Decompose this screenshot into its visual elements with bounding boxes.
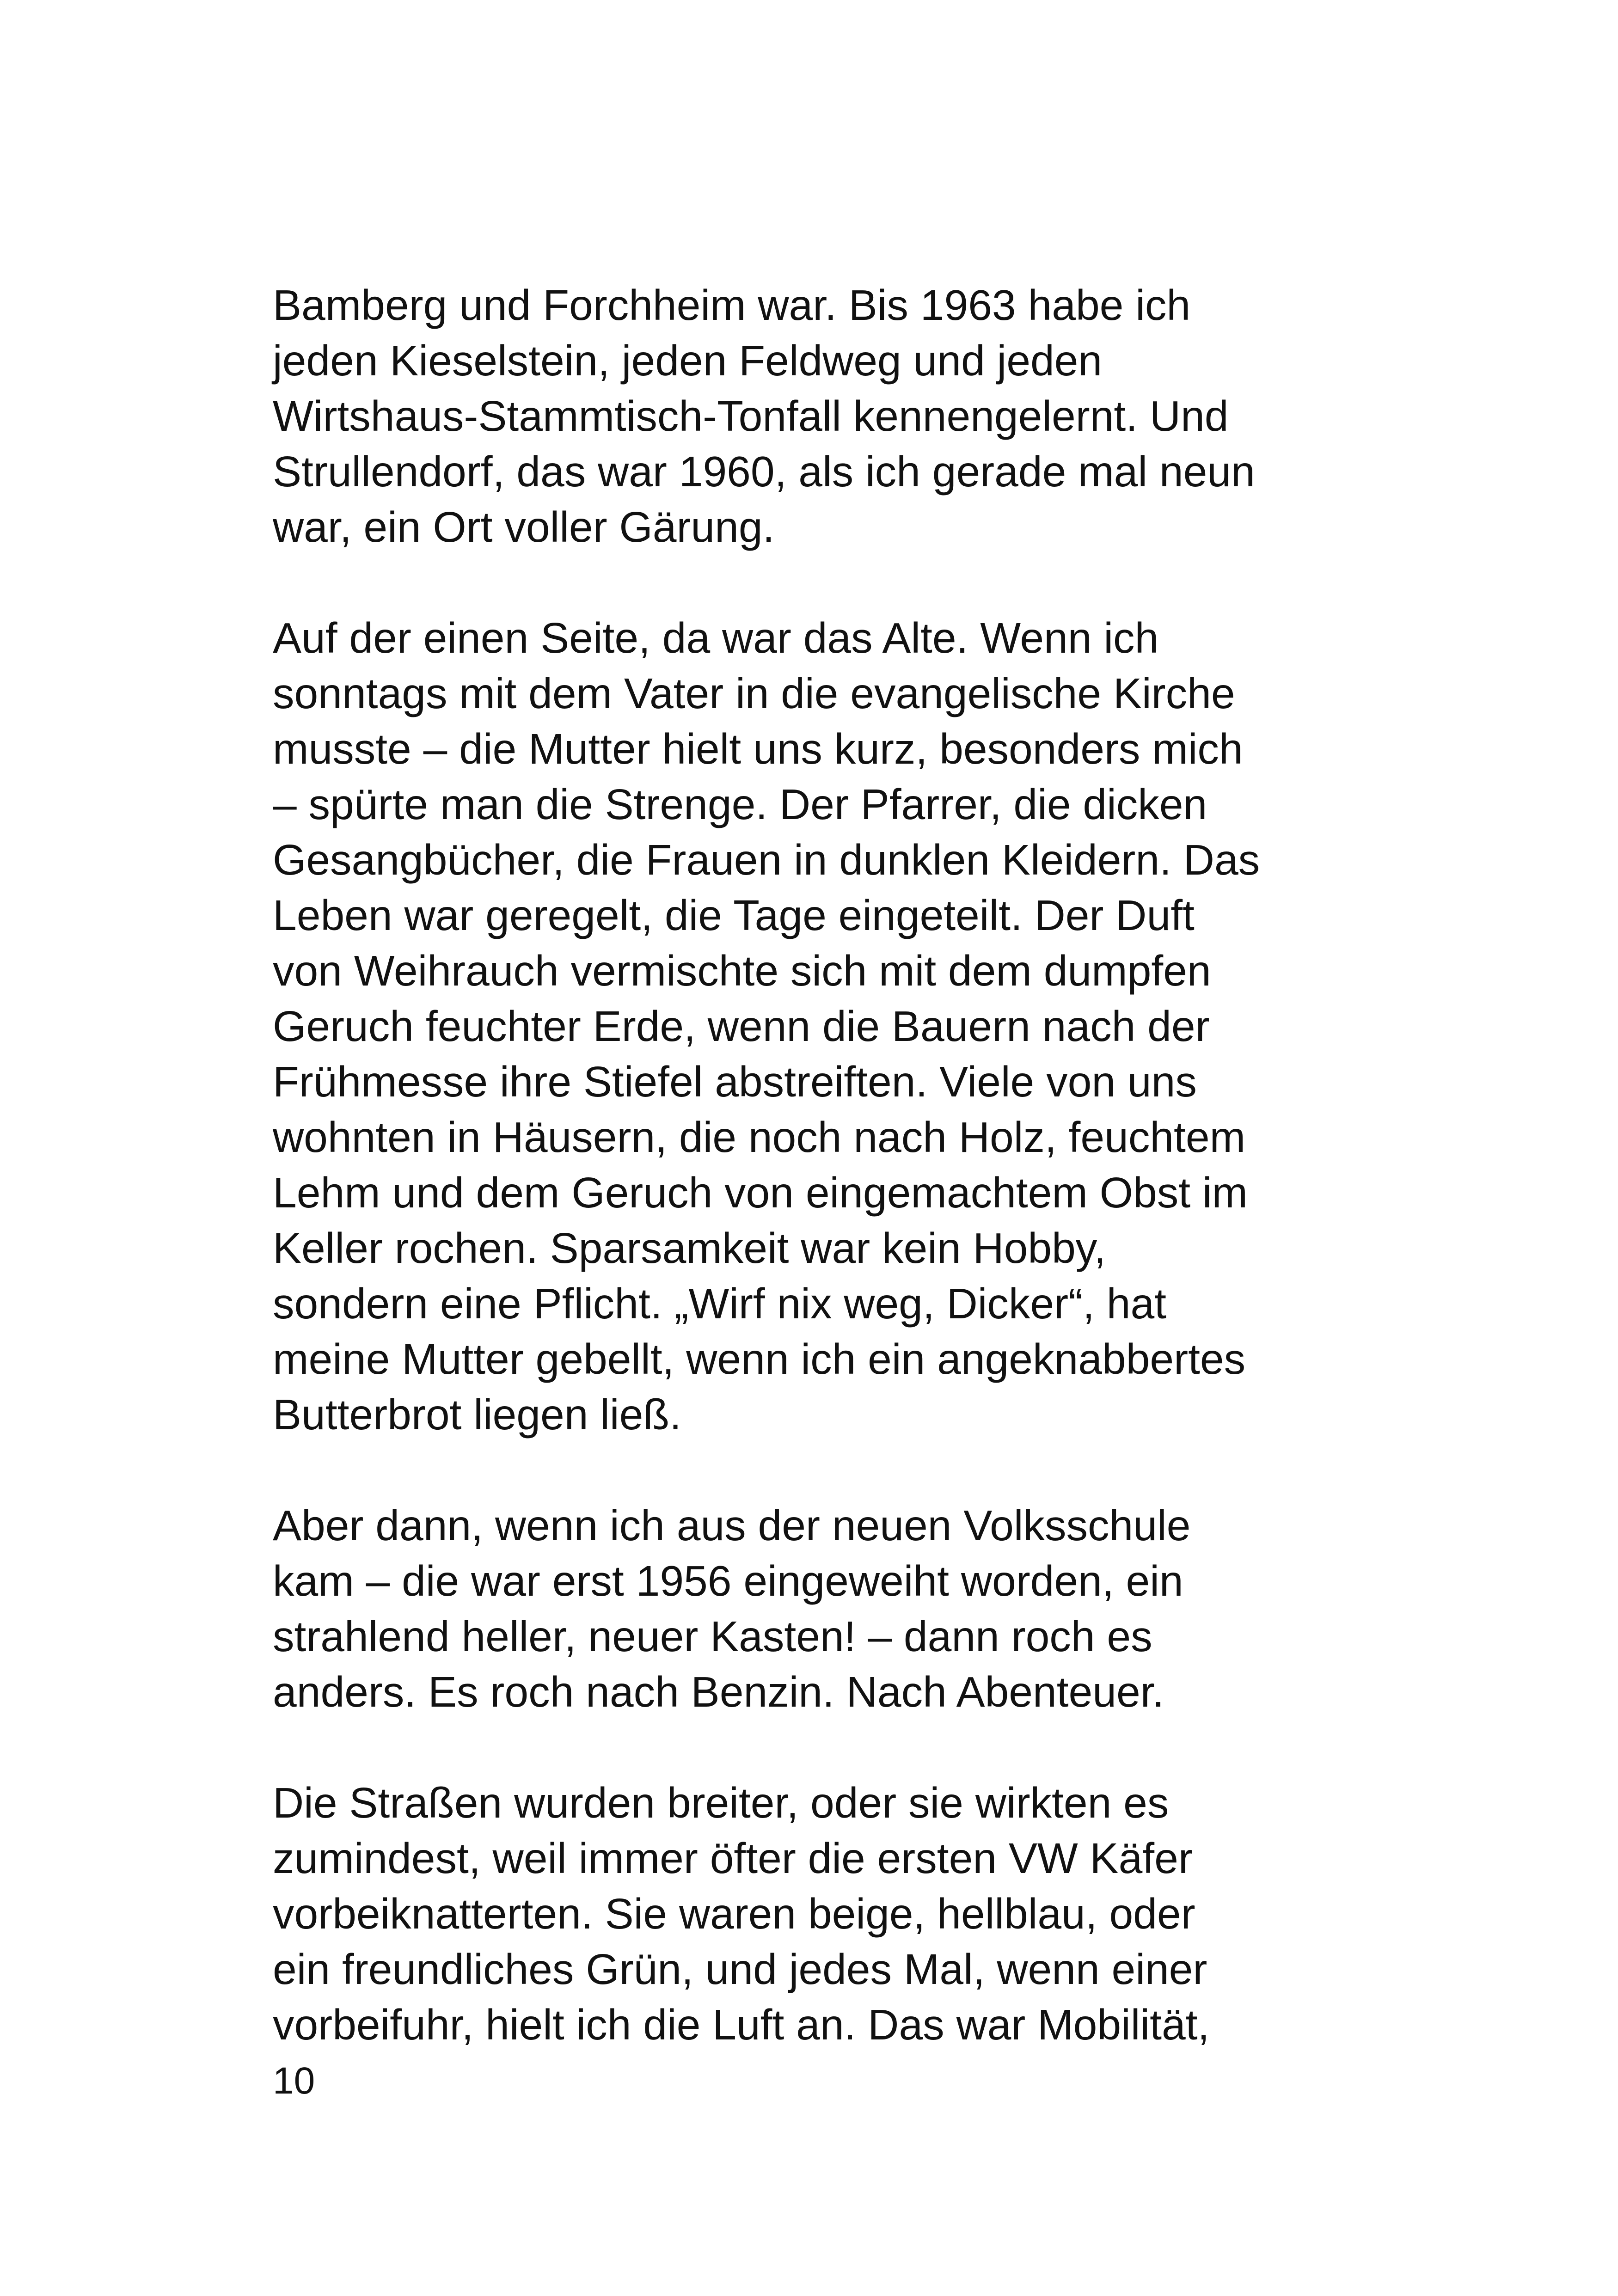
text-line: Keller rochen. Sparsamkeit war kein Hobby,: [273, 1224, 1106, 1272]
text-line: strahlend heller, neuer Kasten! – dann roch es: [273, 1612, 1152, 1660]
text-line: sonntags mit dem Vater in die evangelische Kirche: [273, 669, 1235, 717]
paragraph-1: [273, 277, 1382, 555]
text-line: vorbeifuhr, hielt ich die Luft an. Das war Mobilität,: [273, 2001, 1210, 2049]
text-line: – spürte man die Strenge. Der Pfarrer, die dicken: [273, 780, 1207, 828]
text-line: von Weihrauch vermischte sich mit dem dumpfen: [273, 947, 1211, 995]
text-line: war, ein Ort voller Gärung.: [273, 503, 775, 551]
text-line: musste – die Mutter hielt uns kurz, besonders mich: [273, 725, 1243, 773]
page-number: 10: [273, 2060, 315, 2102]
text-line: Butterbrot liegen ließ.: [273, 1390, 681, 1439]
text-line: wohnten in Häusern, die noch nach Holz, feuchtem: [273, 1113, 1246, 1161]
text-line: jeden Kieselstein, jeden Feldweg und jeden: [273, 337, 1103, 385]
text-line: Bamberg und Forchheim war. Bis 1963 habe ich: [273, 281, 1191, 329]
paragraph-2: [273, 610, 1382, 1442]
text-line: kam – die war erst 1956 eingeweiht worden, ein: [273, 1557, 1183, 1605]
text-line: Aber dann, wenn ich aus der neuen Volksschule: [273, 1501, 1191, 1549]
paragraph-3: [273, 1498, 1382, 1720]
text-line: Gesangbücher, die Frauen in dunklen Kleidern. Das: [273, 836, 1260, 884]
text-line: Lehm und dem Geruch von eingemachtem Obst im: [273, 1169, 1248, 1217]
text-line: meine Mutter gebellt, wenn ich ein angeknabbertes: [273, 1335, 1246, 1383]
text-line: anders. Es roch nach Benzin. Nach Abenteuer.: [273, 1668, 1164, 1716]
text-line: Die Straßen wurden breiter, oder sie wirkten es: [273, 1779, 1169, 1827]
text-line: Geruch feuchter Erde, wenn die Bauern nach der: [273, 1002, 1210, 1050]
text-line: vorbeiknatterten. Sie waren beige, hellblau, oder: [273, 1890, 1195, 1938]
body-text: [273, 277, 1382, 2108]
text-line: sondern eine Pflicht. „Wirf nix weg, Dicker“, hat: [273, 1280, 1167, 1328]
text-line: Leben war geregelt, die Tage eingeteilt. Der Duft: [273, 891, 1195, 939]
paragraph-4: [273, 1775, 1382, 2052]
text-line: ein freundliches Grün, und jedes Mal, wenn einer: [273, 1945, 1207, 1993]
text-line: Auf der einen Seite, da war das Alte. Wenn ich: [273, 614, 1159, 662]
text-line: zumindest, weil immer öfter die ersten VW Käfer: [273, 1834, 1193, 1882]
text-line: Frühmesse ihre Stiefel abstreiften. Viele von uns: [273, 1058, 1197, 1106]
text-line: Strullendorf, das war 1960, als ich gerade mal neun: [273, 447, 1255, 496]
text-line: Wirtshaus-Stammtisch-Tonfall kennengelernt. Und: [273, 392, 1229, 440]
